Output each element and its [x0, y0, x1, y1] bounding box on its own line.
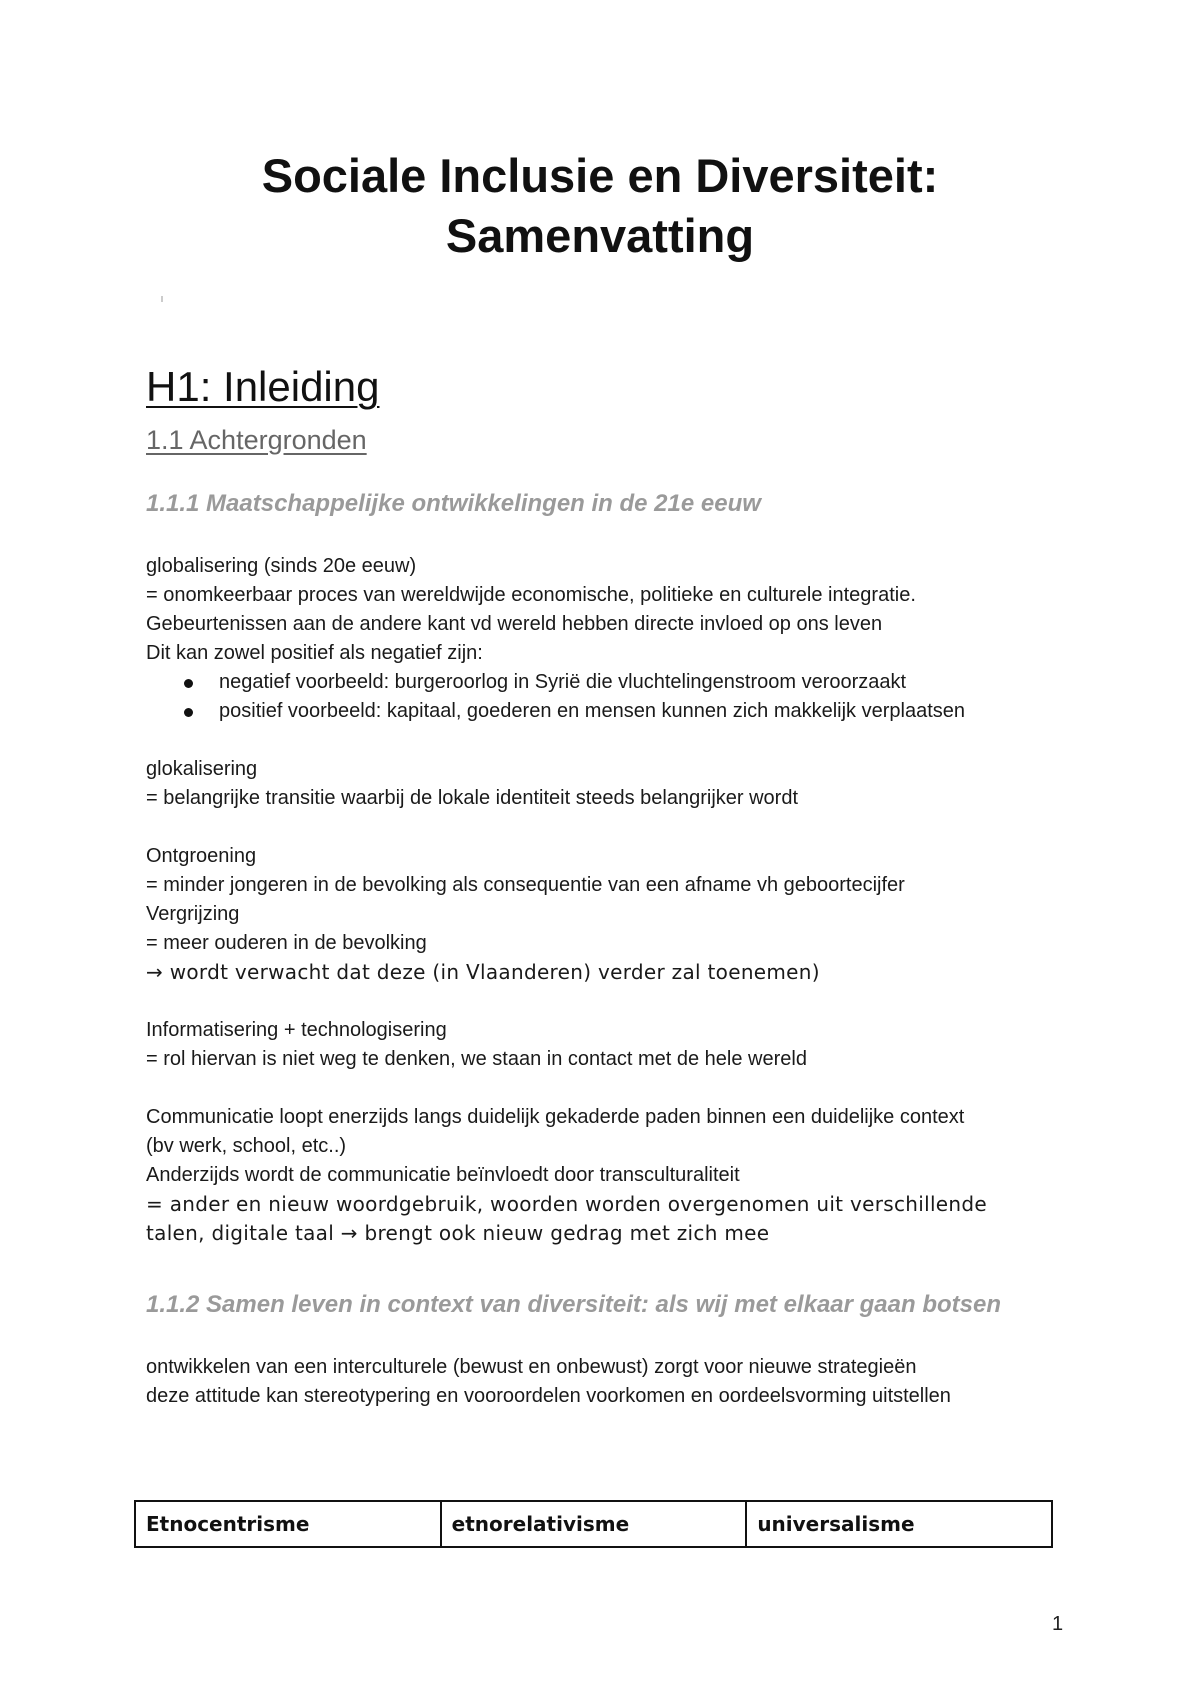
samenleven-line-1: ontwikkelen van een interculturele (bewust en onbewust) zorgt voor nieuwe strategieën [146, 1356, 917, 1378]
title-line-1: Sociale Inclusie en Diversiteit: [261, 149, 939, 202]
globalisering-line-3: Gebeurtenissen aan de andere kant vd wereld hebben directe invloed op ons leven [146, 613, 883, 635]
globalisering-term: globalisering (sinds 20e eeuw) [146, 555, 417, 577]
informatisering-term: Informatisering + technologisering [146, 1019, 447, 1041]
attitude-table [134, 1500, 1053, 1548]
communicatie-line-4: = ander en nieuw woordgebruik, woorden worden overgenomen uit verschillende [146, 1192, 987, 1216]
glokalisering-term: glokalisering [146, 758, 258, 780]
vergrijzing-definition: = meer ouderen in de bevolking [146, 932, 427, 954]
bullet-item-2: positief voorbeeld: kapitaal, goederen en mensen kunnen zich makkelijk verplaatsen [219, 700, 966, 722]
informatisering-definition: = rol hiervan is niet weg te denken, we staan in contact met de hele wereld [146, 1048, 807, 1070]
communicatie-line-1: Communicatie loopt enerzijds langs duidelijk gekaderde paden binnen een duidelijke context [146, 1106, 965, 1128]
table-header-cell: universalisme [746, 1501, 1052, 1547]
heading-h3-2: 1.1.2 Samen leven in context van diversiteit: als wij met elkaar gaan botsen [146, 1291, 1001, 1318]
ontgroening-term: Ontgroening [146, 845, 257, 867]
bullet-dot-icon [184, 708, 193, 717]
heading-h3-1: 1.1.1 Maatschappelijke ontwikkelingen in de 21e eeuw [146, 490, 761, 517]
communicatie-line-3: Anderzijds wordt de communicatie beïnvloedt door transculturaliteit [146, 1164, 740, 1186]
table-row [135, 1501, 1052, 1547]
ontgroening-definition: = minder jongeren in de bevolking als consequentie van een afname vh geboortecijfer [146, 874, 905, 896]
glokalisering-definition: = belangrijke transitie waarbij de lokale identiteit steeds belangrijker wordt [146, 787, 799, 809]
title-line-2: Samenvatting [445, 209, 755, 262]
bullet-item-1: negatief voorbeeld: burgeroorlog in Syrië die vluchtelingenstroom veroorzaakt [219, 671, 907, 693]
samenleven-line-2: deze attitude kan stereotypering en vooroordelen voorkomen en oordeelsvorming uitstellen [146, 1385, 951, 1407]
table-header-cell: Etnocentrisme [135, 1501, 441, 1547]
globalisering-line-4: Dit kan zowel positief als negatief zijn: [146, 642, 483, 664]
communicatie-line-2: (bv werk, school, etc..) [146, 1135, 347, 1157]
bullet-dot-icon [184, 679, 193, 688]
page-number: 1 [1052, 1613, 1064, 1635]
globalisering-definition: = onomkeerbaar proces van wereldwijde economische, politieke en culturele integratie. [146, 584, 916, 606]
vergrijzing-term: Vergrijzing [146, 903, 240, 925]
vergrijzing-note: → wordt verwacht dat deze (in Vlaanderen) verder zal toenemen) [146, 960, 820, 984]
heading-h2: 1.1 Achtergronden [146, 425, 367, 455]
communicatie-line-5: talen, digitale taal → brengt ook nieuw gedrag met zich mee [146, 1221, 770, 1245]
table-header-cell: etnorelativisme [441, 1501, 747, 1547]
document-title [0, 146, 1200, 266]
heading-h1: H1: Inleiding [146, 363, 380, 410]
stray-mark [161, 296, 163, 302]
